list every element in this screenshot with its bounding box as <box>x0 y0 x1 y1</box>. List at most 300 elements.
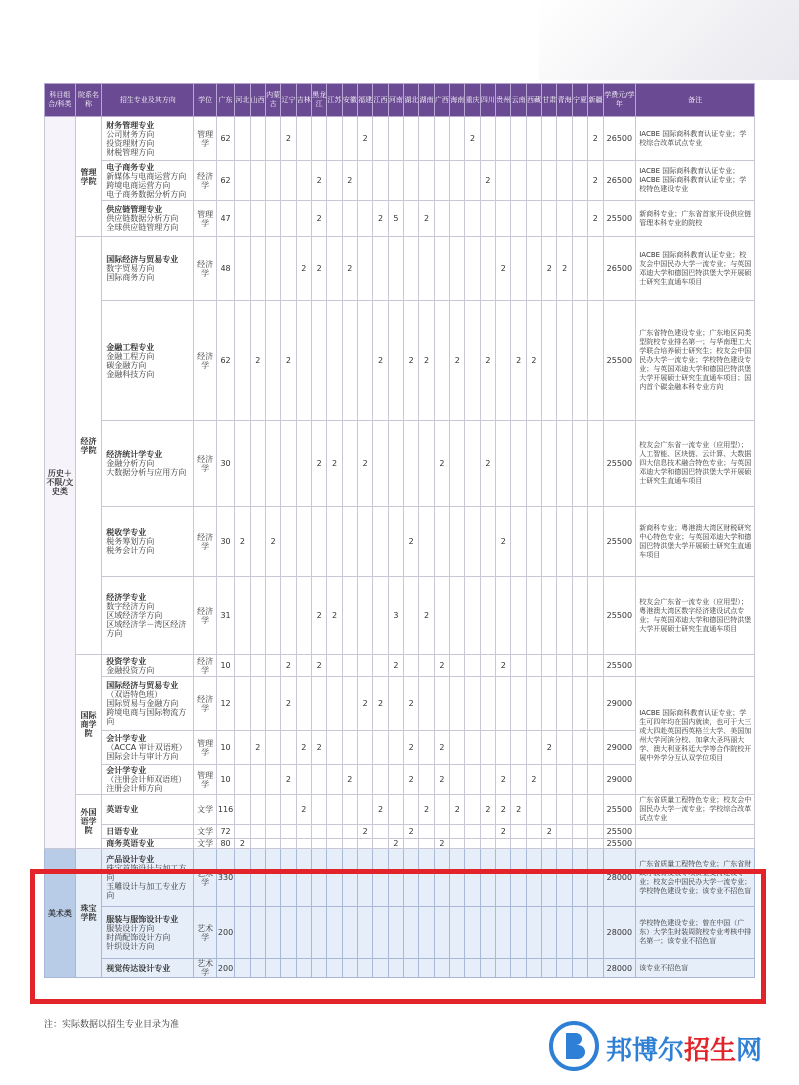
quota-cell <box>327 849 342 907</box>
remark-cell: 学校特色建设专业；曾在中国（广东）大学生时装周院校专业考核中排名第一；该专业不招色盲 <box>636 907 755 959</box>
quota-cell: 2 <box>480 301 495 421</box>
quota-cell: 2 <box>358 825 373 839</box>
quota-cell <box>465 795 480 825</box>
quota-cell <box>557 849 572 907</box>
quota-cell <box>572 677 587 731</box>
major-direction: 大数据分析与应用方向 <box>106 468 187 477</box>
quota-cell <box>526 731 541 765</box>
quota-cell: 2 <box>311 237 326 301</box>
quota-cell: 2 <box>373 201 388 237</box>
quota-cell <box>572 301 587 421</box>
quota-cell <box>450 507 465 577</box>
quota-cell <box>265 795 280 825</box>
quota-cell: 80 <box>216 839 234 849</box>
header-cell: 山西 <box>250 84 265 117</box>
quota-cell <box>465 959 480 978</box>
quota-cell <box>388 237 403 301</box>
major-direction: 国际会计与审计方向 <box>106 752 179 761</box>
header-cell: 吉林 <box>296 84 311 117</box>
degree-cell: 文学 <box>194 825 217 839</box>
quota-cell <box>358 237 373 301</box>
quota-cell: 2 <box>311 421 326 507</box>
quota-cell <box>450 677 465 731</box>
quota-cell <box>511 117 526 161</box>
quota-cell <box>542 421 557 507</box>
quota-cell <box>588 237 603 301</box>
quota-cell <box>557 301 572 421</box>
quota-cell <box>450 161 465 201</box>
quota-cell: 2 <box>526 765 541 795</box>
table-row <box>45 849 755 907</box>
major-direction: 数字贸易方向 <box>106 264 155 273</box>
major-cell <box>102 421 194 507</box>
quota-cell <box>434 825 449 839</box>
quota-cell <box>465 655 480 677</box>
quota-cell <box>496 421 511 507</box>
quota-cell <box>265 161 280 201</box>
quota-cell <box>250 201 265 237</box>
quota-cell <box>404 421 419 507</box>
quota-cell <box>250 849 265 907</box>
quota-cell <box>265 117 280 161</box>
quota-cell <box>388 117 403 161</box>
fee-cell: 25500 <box>603 795 636 825</box>
quota-cell: 2 <box>480 161 495 201</box>
table-row <box>45 117 755 161</box>
quota-cell <box>235 161 250 201</box>
quota-cell <box>265 825 280 839</box>
quota-cell <box>434 907 449 959</box>
quota-cell <box>526 237 541 301</box>
quota-cell <box>404 907 419 959</box>
quota-cell <box>281 507 296 577</box>
quota-cell <box>327 655 342 677</box>
quota-cell <box>572 825 587 839</box>
site-logo <box>548 1020 788 1074</box>
fee-cell: 25500 <box>603 825 636 839</box>
quota-cell <box>542 765 557 795</box>
quota-cell <box>480 959 495 978</box>
quota-cell <box>434 677 449 731</box>
quota-cell <box>311 507 326 577</box>
quota-cell: 2 <box>235 507 250 577</box>
quota-cell <box>250 959 265 978</box>
quota-cell <box>235 765 250 795</box>
quota-cell <box>511 825 526 839</box>
major-direction: （ACCA 审计双语班） <box>106 743 187 752</box>
quota-cell <box>419 161 434 201</box>
quota-cell <box>465 201 480 237</box>
quota-cell <box>235 795 250 825</box>
degree-cell: 艺术学 <box>194 849 217 907</box>
quota-cell: 2 <box>373 301 388 421</box>
quota-cell: 330 <box>216 849 234 907</box>
fee-cell: 29000 <box>603 765 636 795</box>
quota-cell <box>358 959 373 978</box>
remark-cell <box>636 839 755 849</box>
quota-cell <box>419 677 434 731</box>
quota-cell <box>311 765 326 795</box>
quota-cell <box>404 161 419 201</box>
header-cell: 备注 <box>636 84 755 117</box>
quota-cell: 2 <box>358 677 373 731</box>
major-direction: 全球供应链管理方向 <box>106 223 179 232</box>
quota-cell <box>250 507 265 577</box>
quota-cell <box>419 237 434 301</box>
major-direction: 数字经济方向 <box>106 602 155 611</box>
header-cell: 招生专业及其方向 <box>102 84 194 117</box>
major-direction: 服装设计方向 <box>106 923 155 933</box>
quota-cell <box>358 201 373 237</box>
quota-cell <box>480 117 495 161</box>
remark-cell: IACBE 国际商科教育认证专业；校友会中国民办大学一流专业；与英国邓迪大学和德国巴特洪堡大学开展硕士研究生直通车项目 <box>636 237 755 301</box>
quota-cell <box>419 655 434 677</box>
major-name: 会计学专业 <box>106 734 147 743</box>
quota-cell <box>265 655 280 677</box>
quota-cell <box>281 825 296 839</box>
major-name: 金融工程专业 <box>106 342 155 352</box>
major-direction: 区域经济学方向 <box>106 611 163 620</box>
remark-cell: IACBE 国际商科教育认证专业；学生可四年均在国内就读，也可于大三或大四赴英国西英格兰大学、美国加州大学河滨分校、加拿大圣玛丽大学、澳大利亚科廷大学等合作院校开展中外学分互认双学位项目 <box>636 677 755 795</box>
quota-cell: 2 <box>235 839 250 849</box>
quota-cell <box>557 731 572 765</box>
quota-cell: 2 <box>404 507 419 577</box>
table-row <box>45 839 755 849</box>
quota-cell <box>250 839 265 849</box>
quota-cell: 2 <box>265 507 280 577</box>
header-cell: 广西 <box>434 84 449 117</box>
quota-cell: 2 <box>419 577 434 655</box>
table-row <box>45 507 755 577</box>
quota-cell <box>296 507 311 577</box>
quota-cell <box>572 839 587 849</box>
quota-cell <box>388 825 403 839</box>
quota-cell <box>404 117 419 161</box>
table-row <box>45 825 755 839</box>
quota-cell <box>588 421 603 507</box>
quota-cell <box>480 655 495 677</box>
quota-cell <box>542 161 557 201</box>
header-cell: 甘肃 <box>542 84 557 117</box>
quota-cell <box>296 959 311 978</box>
major-direction: 区域经济学－湾区经济方向 <box>106 620 187 638</box>
major-name: 日语专业 <box>106 827 139 836</box>
quota-cell <box>235 677 250 731</box>
quota-cell <box>281 959 296 978</box>
quota-cell <box>373 959 388 978</box>
quota-cell <box>311 795 326 825</box>
quota-cell <box>388 301 403 421</box>
quota-cell: 2 <box>342 237 357 301</box>
quota-cell: 2 <box>296 795 311 825</box>
quota-cell <box>404 655 419 677</box>
quota-cell <box>572 117 587 161</box>
quota-cell <box>588 959 603 978</box>
header-cell: 海南 <box>450 84 465 117</box>
table-row <box>45 421 755 507</box>
quota-cell: 10 <box>216 765 234 795</box>
quota-cell: 2 <box>434 765 449 795</box>
major-name: 经济统计学专业 <box>106 450 163 459</box>
quota-cell <box>327 201 342 237</box>
quota-cell <box>404 237 419 301</box>
table-row <box>45 795 755 825</box>
quota-cell <box>342 655 357 677</box>
subject-group-cell: 美术类 <box>45 849 76 978</box>
quota-cell <box>281 839 296 849</box>
quota-cell <box>373 765 388 795</box>
quota-cell <box>388 507 403 577</box>
quota-cell <box>342 731 357 765</box>
quota-cell <box>511 655 526 677</box>
major-cell <box>102 839 194 849</box>
quota-cell: 2 <box>588 161 603 201</box>
quota-cell <box>250 655 265 677</box>
quota-cell <box>235 825 250 839</box>
quota-cell: 2 <box>404 765 419 795</box>
quota-cell <box>342 201 357 237</box>
quota-cell <box>480 677 495 731</box>
header-cell: 江西 <box>373 84 388 117</box>
quota-cell: 2 <box>465 117 480 161</box>
major-name: 视觉传达设计专业 <box>106 963 171 973</box>
quota-cell: 2 <box>373 795 388 825</box>
quota-cell <box>235 655 250 677</box>
fee-cell: 25500 <box>603 301 636 421</box>
quota-cell: 2 <box>404 301 419 421</box>
major-name: 税收学专业 <box>106 528 147 537</box>
quota-cell <box>480 731 495 765</box>
quota-cell <box>296 421 311 507</box>
quota-cell: 2 <box>388 839 403 849</box>
major-direction: 税务筹划方向 <box>106 537 155 546</box>
quota-cell <box>373 577 388 655</box>
quota-cell <box>526 507 541 577</box>
quota-cell <box>419 507 434 577</box>
quota-cell: 2 <box>404 731 419 765</box>
quota-cell <box>342 421 357 507</box>
quota-cell <box>342 907 357 959</box>
fee-cell: 28000 <box>603 849 636 907</box>
quota-cell: 2 <box>404 677 419 731</box>
quota-cell <box>526 839 541 849</box>
quota-cell: 2 <box>296 731 311 765</box>
quota-cell <box>526 907 541 959</box>
quota-cell: 2 <box>327 577 342 655</box>
major-cell <box>102 655 194 677</box>
quota-cell <box>388 959 403 978</box>
quota-cell <box>327 907 342 959</box>
header-cell: 黑龙江 <box>311 84 326 117</box>
quota-cell <box>373 907 388 959</box>
quota-cell <box>404 795 419 825</box>
quota-cell <box>526 825 541 839</box>
table-row <box>45 577 755 655</box>
quota-cell <box>296 907 311 959</box>
quota-cell: 2 <box>496 507 511 577</box>
quota-cell: 2 <box>542 731 557 765</box>
quota-cell <box>281 795 296 825</box>
degree-cell: 经济学 <box>194 161 217 201</box>
quota-cell: 2 <box>281 301 296 421</box>
quota-cell <box>419 117 434 161</box>
quota-cell: 2 <box>327 421 342 507</box>
quota-cell <box>465 421 480 507</box>
quota-cell <box>465 907 480 959</box>
quota-cell <box>557 201 572 237</box>
remark-cell: 广东省特色建设专业；广东地区同类型院校专业排名第一；与华南理工大学联合培养硕士研究生；校友会中国民办大学一流专业；学校特色建设专业；与英国邓迪大学和德国巴特洪堡大学开展硕士研究生直通车项目；国内首个碳金融本科专业方向 <box>636 301 755 421</box>
quota-cell <box>373 839 388 849</box>
quota-cell: 2 <box>311 577 326 655</box>
quota-cell <box>296 765 311 795</box>
quota-cell: 2 <box>434 421 449 507</box>
quota-cell <box>542 849 557 907</box>
header-cell: 云南 <box>511 84 526 117</box>
quota-cell <box>588 825 603 839</box>
remark-cell: IACBE 国际商科教育认证专业；IACBE 国际商科教育认证专业；学校特色建设专业 <box>636 161 755 201</box>
quota-cell <box>250 161 265 201</box>
quota-cell <box>265 677 280 731</box>
header-cell: 辽宁 <box>281 84 296 117</box>
quota-cell <box>388 907 403 959</box>
quota-cell <box>496 161 511 201</box>
quota-cell <box>450 731 465 765</box>
major-name: 产品设计专业 <box>106 855 155 864</box>
degree-cell: 经济学 <box>194 237 217 301</box>
quota-cell <box>327 301 342 421</box>
quota-cell: 62 <box>216 301 234 421</box>
degree-cell: 经济学 <box>194 677 217 731</box>
quota-cell <box>311 839 326 849</box>
quota-cell <box>281 421 296 507</box>
quota-cell <box>373 825 388 839</box>
quota-cell: 2 <box>419 201 434 237</box>
quota-cell <box>572 237 587 301</box>
quota-cell <box>465 849 480 907</box>
quota-cell <box>465 301 480 421</box>
major-name: 商务英语专业 <box>106 839 155 848</box>
quota-cell <box>327 959 342 978</box>
quota-cell: 62 <box>216 117 234 161</box>
major-cell <box>102 731 194 765</box>
quota-cell <box>511 765 526 795</box>
fee-cell: 28000 <box>603 907 636 959</box>
remark-cell: 新商科专业；广东省首家开设供应链管理本科专业的院校 <box>636 201 755 237</box>
header-cell: 安徽 <box>342 84 357 117</box>
quota-cell <box>342 959 357 978</box>
quota-cell: 2 <box>311 655 326 677</box>
quota-cell <box>511 731 526 765</box>
major-direction: 投资理财方向 <box>106 138 155 148</box>
quota-cell: 2 <box>419 301 434 421</box>
header-cell: 河北 <box>235 84 250 117</box>
quota-cell <box>235 907 250 959</box>
quota-cell <box>526 849 541 907</box>
quota-cell <box>373 161 388 201</box>
quota-cell <box>496 677 511 731</box>
quota-cell <box>327 237 342 301</box>
major-direction: 国际贸易与金融方向 <box>106 699 179 708</box>
header-cell: 福建 <box>358 84 373 117</box>
quota-cell <box>265 237 280 301</box>
quota-cell <box>434 237 449 301</box>
quota-cell <box>465 765 480 795</box>
quota-cell <box>296 839 311 849</box>
quota-cell <box>250 677 265 731</box>
quota-cell: 2 <box>358 117 373 161</box>
header-cell: 湖南 <box>419 84 434 117</box>
remark-cell <box>636 825 755 839</box>
header-row <box>45 84 755 117</box>
header-cell: 学费元/学年 <box>603 84 636 117</box>
fee-cell: 25500 <box>603 421 636 507</box>
major-direction: 注册会计师方向 <box>106 784 163 793</box>
quota-cell <box>480 507 495 577</box>
quota-cell <box>327 507 342 577</box>
quota-cell <box>526 795 541 825</box>
quota-cell <box>281 907 296 959</box>
quota-cell <box>296 849 311 907</box>
quota-cell: 2 <box>311 161 326 201</box>
quota-cell <box>465 237 480 301</box>
fee-cell: 26500 <box>603 117 636 161</box>
quota-cell <box>235 237 250 301</box>
header-cell: 学位 <box>194 84 217 117</box>
quota-cell <box>296 655 311 677</box>
quota-cell <box>250 825 265 839</box>
quota-cell <box>358 795 373 825</box>
quota-cell <box>281 849 296 907</box>
footnote: 注：实际数据以招生专业目录为准 <box>44 1020 180 1030</box>
quota-cell <box>342 507 357 577</box>
quota-cell <box>358 577 373 655</box>
quota-cell <box>296 161 311 201</box>
quota-cell <box>296 577 311 655</box>
quota-cell <box>358 907 373 959</box>
quota-cell <box>373 655 388 677</box>
quota-cell <box>496 839 511 849</box>
major-direction: 时尚配饰设计方向 <box>106 932 171 942</box>
quota-cell <box>526 421 541 507</box>
degree-cell: 经济学 <box>194 577 217 655</box>
quota-cell <box>342 577 357 655</box>
fee-cell: 25500 <box>603 839 636 849</box>
quota-cell <box>542 301 557 421</box>
quota-cell <box>250 907 265 959</box>
quota-cell: 3 <box>388 577 403 655</box>
major-cell <box>102 907 194 959</box>
header-cell: 西藏 <box>526 84 541 117</box>
quota-cell <box>388 731 403 765</box>
quota-cell <box>496 959 511 978</box>
quota-cell <box>511 907 526 959</box>
quota-cell <box>526 677 541 731</box>
quota-cell <box>311 117 326 161</box>
quota-cell: 2 <box>358 421 373 507</box>
quota-cell <box>434 795 449 825</box>
quota-cell: 47 <box>216 201 234 237</box>
quota-cell <box>465 677 480 731</box>
quota-cell <box>557 161 572 201</box>
department-cell: 珠宝学院 <box>75 849 102 978</box>
quota-cell <box>450 907 465 959</box>
quota-cell <box>480 201 495 237</box>
quota-cell <box>327 161 342 201</box>
quota-cell <box>450 237 465 301</box>
major-cell <box>102 795 194 825</box>
remark-cell: 新商科专业；粤港澳大湾区财税研究中心特色专业；与英国邓迪大学和德国巴特洪堡大学开展硕士研究生直通车项目 <box>636 507 755 577</box>
department-cell: 国际商学院 <box>75 655 102 795</box>
